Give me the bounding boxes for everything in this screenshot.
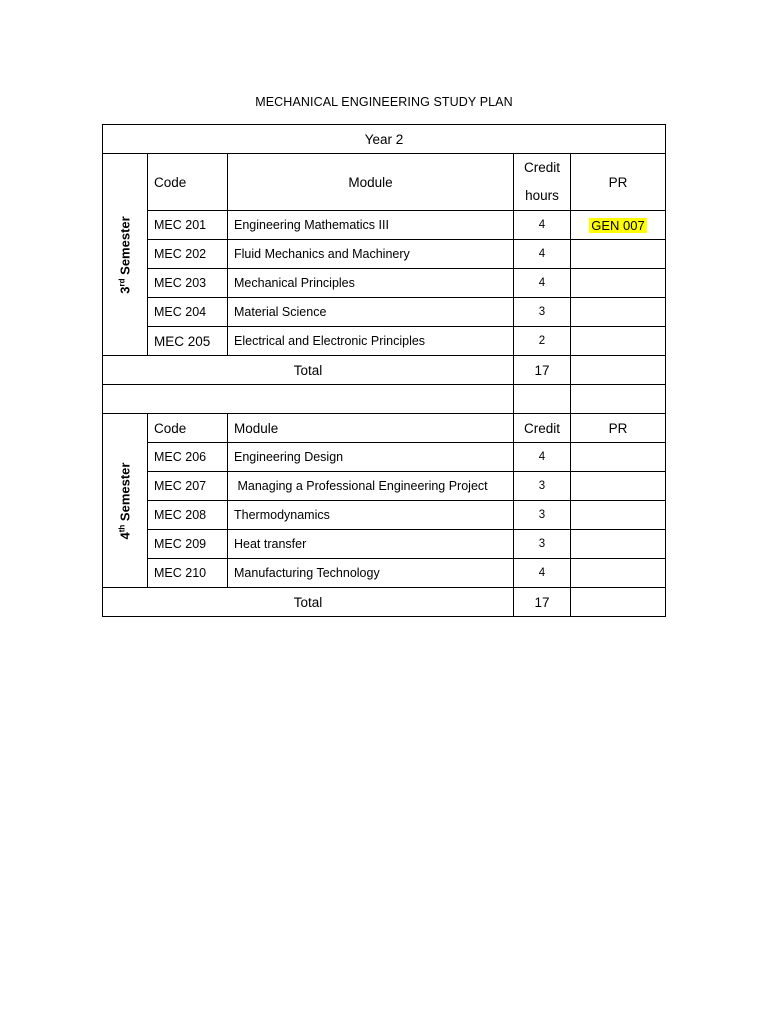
sem3-pr-header: PR <box>571 154 666 211</box>
table-row <box>103 559 666 588</box>
sem3-total-pr <box>571 356 666 385</box>
sem4-total-pr <box>571 588 666 617</box>
course-module: Fluid Mechanics and Machinery <box>228 240 514 269</box>
course-pr <box>571 269 666 298</box>
sem3-label: 3rd Semester <box>117 215 133 294</box>
table-row <box>103 211 666 240</box>
year-row <box>103 125 666 154</box>
study-plan-table <box>102 124 666 617</box>
course-code: MEC 204 <box>148 298 228 327</box>
sem3-credit-header: Credit hours <box>514 154 571 211</box>
sem3-total-label: Total <box>103 356 514 385</box>
course-code: MEC 210 <box>148 559 228 588</box>
sem3-total-row <box>103 356 666 385</box>
table-row <box>103 501 666 530</box>
course-module: Heat transfer <box>228 530 514 559</box>
course-code: MEC 207 <box>148 472 228 501</box>
course-credit: 4 <box>514 269 571 298</box>
course-module: Thermodynamics <box>228 501 514 530</box>
table-row <box>103 240 666 269</box>
sem4-header-row <box>103 414 666 443</box>
course-credit: 4 <box>514 211 571 240</box>
prerequisite-highlight: GEN 007 <box>591 217 645 233</box>
course-module: Electrical and Electronic Principles <box>228 327 514 356</box>
course-pr <box>571 298 666 327</box>
table-row <box>103 472 666 501</box>
course-credit: 4 <box>514 559 571 588</box>
course-credit: 4 <box>514 443 571 472</box>
course-pr <box>571 559 666 588</box>
sem4-credit-header: Credit <box>514 414 571 443</box>
sem4-module-header: Module <box>228 414 514 443</box>
sem4-pr-header: PR <box>571 414 666 443</box>
course-credit: 4 <box>514 240 571 269</box>
course-pr <box>571 501 666 530</box>
course-credit: 3 <box>514 472 571 501</box>
sem4-code-header: Code <box>148 414 228 443</box>
course-module: Manufacturing Technology <box>228 559 514 588</box>
sem3-module-header: Module <box>228 154 514 211</box>
course-module: Managing a Professional Engineering Project <box>228 472 514 501</box>
sem3-label-cell <box>103 154 148 356</box>
course-credit: 3 <box>514 530 571 559</box>
sem3-total-value: 17 <box>514 356 571 385</box>
spacer-cell <box>514 385 571 414</box>
course-pr <box>571 443 666 472</box>
sem3-header-row <box>103 154 666 211</box>
course-code: MEC 206 <box>148 443 228 472</box>
sem4-total-row <box>103 588 666 617</box>
table-row <box>103 530 666 559</box>
course-credit: 2 <box>514 327 571 356</box>
course-pr <box>571 240 666 269</box>
table-row <box>103 298 666 327</box>
sem4-label: 4th Semester <box>117 462 133 539</box>
course-pr <box>571 211 666 240</box>
course-code: MEC 209 <box>148 530 228 559</box>
sem4-label-cell <box>103 414 148 588</box>
course-pr <box>571 472 666 501</box>
spacer-cell <box>103 385 514 414</box>
table-row <box>103 269 666 298</box>
sem4-total-label: Total <box>103 588 514 617</box>
table-row <box>103 443 666 472</box>
sem4-total-value: 17 <box>514 588 571 617</box>
course-module: Mechanical Principles <box>228 269 514 298</box>
course-code: MEC 201 <box>148 211 228 240</box>
spacer-row <box>103 385 666 414</box>
course-module: Engineering Design <box>228 443 514 472</box>
sem3-code-header: Code <box>148 154 228 211</box>
course-pr <box>571 530 666 559</box>
course-code: MEC 205 <box>148 327 228 356</box>
spacer-cell <box>571 385 666 414</box>
course-credit: 3 <box>514 501 571 530</box>
year-label: Year 2 <box>103 125 666 154</box>
course-module: Engineering Mathematics III <box>228 211 514 240</box>
course-code: MEC 208 <box>148 501 228 530</box>
course-pr <box>571 327 666 356</box>
table-row <box>103 327 666 356</box>
course-code: MEC 203 <box>148 269 228 298</box>
course-credit: 3 <box>514 298 571 327</box>
course-module: Material Science <box>228 298 514 327</box>
document-title: MECHANICAL ENGINEERING STUDY PLAN <box>255 95 513 109</box>
course-code: MEC 202 <box>148 240 228 269</box>
